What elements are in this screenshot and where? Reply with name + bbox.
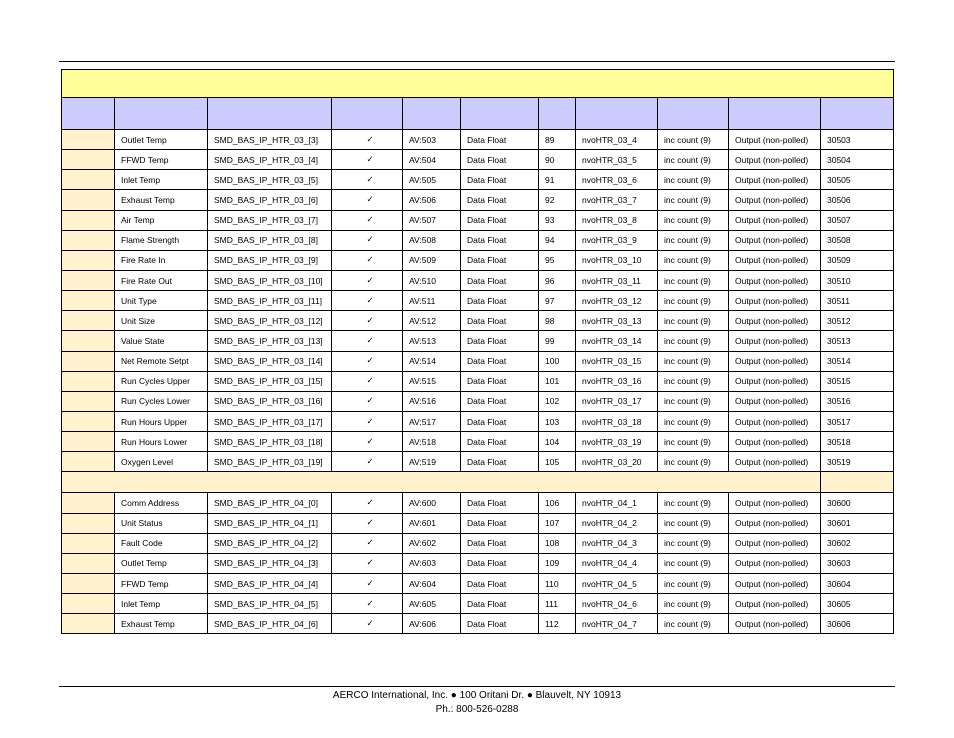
data-type-cell: Data Float — [461, 351, 539, 371]
row-marker-cell — [62, 311, 115, 331]
nvo-cell: nvoHTR_03_5 — [576, 150, 658, 170]
register-cell: 30516 — [821, 391, 894, 411]
point-name-cell: Outlet Temp — [115, 130, 208, 150]
check-cell: ✓ — [332, 452, 403, 472]
av-cell: AV:513 — [403, 331, 461, 351]
nvo-cell: nvoHTR_04_1 — [576, 493, 658, 513]
row-marker-cell — [62, 170, 115, 190]
row-marker-cell — [62, 493, 115, 513]
direction-cell: Output (non-polled) — [729, 594, 821, 614]
row-marker-cell — [62, 533, 115, 553]
bacnet-name-cell: SMD_BAS_IP_HTR_04_[2] — [208, 533, 332, 553]
register-cell: 30604 — [821, 573, 894, 593]
row-marker-cell — [62, 250, 115, 270]
row-marker-cell — [62, 210, 115, 230]
nvo-cell: nvoHTR_03_16 — [576, 371, 658, 391]
table-row — [62, 270, 894, 290]
check-cell: ✓ — [332, 533, 403, 553]
register-cell: 30513 — [821, 331, 894, 351]
footer-phone: Ph.: 800-526-0288 — [435, 704, 519, 715]
count-cell: inc count (9) — [658, 573, 729, 593]
data-type-cell: Data Float — [461, 170, 539, 190]
point-name-cell: FFWD Temp — [115, 573, 208, 593]
register-cell: 30519 — [821, 452, 894, 472]
direction-cell: Output (non-polled) — [729, 250, 821, 270]
nvo-cell: nvoHTR_04_6 — [576, 594, 658, 614]
av-cell: AV:506 — [403, 190, 461, 210]
check-cell: ✓ — [332, 371, 403, 391]
check-cell: ✓ — [332, 190, 403, 210]
data-type-cell: Data Float — [461, 493, 539, 513]
register-cell: 30602 — [821, 533, 894, 553]
count-cell: inc count (9) — [658, 270, 729, 290]
point-name-cell: Value State — [115, 331, 208, 351]
index-cell: 98 — [539, 311, 576, 331]
register-cell: 30510 — [821, 270, 894, 290]
row-marker-cell — [62, 573, 115, 593]
av-cell: AV:512 — [403, 311, 461, 331]
count-cell: inc count (9) — [658, 594, 729, 614]
point-name-cell: Exhaust Temp — [115, 190, 208, 210]
data-type-cell: Data Float — [461, 553, 539, 573]
index-cell: 106 — [539, 493, 576, 513]
nvo-cell: nvoHTR_04_2 — [576, 513, 658, 533]
count-cell: inc count (9) — [658, 614, 729, 634]
point-name-cell: Fire Rate In — [115, 250, 208, 270]
check-cell: ✓ — [332, 150, 403, 170]
point-name-cell: Inlet Temp — [115, 594, 208, 614]
row-marker-cell — [62, 411, 115, 431]
register-cell: 30503 — [821, 130, 894, 150]
register-cell: 30515 — [821, 371, 894, 391]
count-cell: inc count (9) — [658, 391, 729, 411]
av-cell: AV:504 — [403, 150, 461, 170]
nvo-cell: nvoHTR_03_12 — [576, 291, 658, 311]
point-name-cell: Unit Size — [115, 311, 208, 331]
av-cell: AV:603 — [403, 553, 461, 573]
table-row — [62, 311, 894, 331]
register-cell: 30603 — [821, 553, 894, 573]
point-name-cell: Flame Strength — [115, 230, 208, 250]
index-cell: 93 — [539, 210, 576, 230]
direction-cell: Output (non-polled) — [729, 432, 821, 452]
bacnet-name-cell: SMD_BAS_IP_HTR_04_[4] — [208, 573, 332, 593]
check-cell: ✓ — [332, 553, 403, 573]
index-cell: 91 — [539, 170, 576, 190]
check-cell: ✓ — [332, 130, 403, 150]
data-type-cell: Data Float — [461, 250, 539, 270]
data-type-cell: Data Float — [461, 210, 539, 230]
bacnet-name-cell: SMD_BAS_IP_HTR_04_[6] — [208, 614, 332, 634]
data-type-cell: Data Float — [461, 411, 539, 431]
table-header-row — [62, 98, 894, 130]
register-cell: 30512 — [821, 311, 894, 331]
direction-cell: Output (non-polled) — [729, 331, 821, 351]
data-type-cell: Data Float — [461, 432, 539, 452]
point-name-cell: Comm Address — [115, 493, 208, 513]
nvo-cell: nvoHTR_03_13 — [576, 311, 658, 331]
av-cell: AV:511 — [403, 291, 461, 311]
av-cell: AV:605 — [403, 594, 461, 614]
index-cell: 108 — [539, 533, 576, 553]
point-name-cell: Net Remote Setpt — [115, 351, 208, 371]
table-row — [62, 614, 894, 634]
direction-cell: Output (non-polled) — [729, 553, 821, 573]
register-cell: 30518 — [821, 432, 894, 452]
count-cell: inc count (9) — [658, 513, 729, 533]
index-cell: 110 — [539, 573, 576, 593]
index-cell: 103 — [539, 411, 576, 431]
check-cell: ✓ — [332, 614, 403, 634]
direction-cell: Output (non-polled) — [729, 351, 821, 371]
row-marker-cell — [62, 291, 115, 311]
index-cell: 100 — [539, 351, 576, 371]
index-cell: 111 — [539, 594, 576, 614]
av-cell: AV:601 — [403, 513, 461, 533]
register-cell: 30505 — [821, 170, 894, 190]
table-row — [62, 250, 894, 270]
table-row — [62, 553, 894, 573]
nvo-cell: nvoHTR_03_10 — [576, 250, 658, 270]
index-cell: 102 — [539, 391, 576, 411]
check-cell: ✓ — [332, 331, 403, 351]
table-row — [62, 150, 894, 170]
av-cell: AV:602 — [403, 533, 461, 553]
count-cell: inc count (9) — [658, 493, 729, 513]
direction-cell: Output (non-polled) — [729, 190, 821, 210]
index-cell: 101 — [539, 371, 576, 391]
direction-cell: Output (non-polled) — [729, 210, 821, 230]
nvo-cell: nvoHTR_03_20 — [576, 452, 658, 472]
row-marker-cell — [62, 331, 115, 351]
bacnet-name-cell: SMD_BAS_IP_HTR_04_[1] — [208, 513, 332, 533]
row-marker-cell — [62, 553, 115, 573]
nvo-cell: nvoHTR_03_7 — [576, 190, 658, 210]
count-cell: inc count (9) — [658, 130, 729, 150]
av-cell: AV:507 — [403, 210, 461, 230]
bottom-rule — [59, 686, 895, 687]
row-marker-cell — [62, 391, 115, 411]
bacnet-name-cell: SMD_BAS_IP_HTR_03_[4] — [208, 150, 332, 170]
count-cell: inc count (9) — [658, 150, 729, 170]
data-type-cell: Data Float — [461, 311, 539, 331]
table-title-bar — [62, 70, 894, 98]
table-row — [62, 573, 894, 593]
index-cell: 95 — [539, 250, 576, 270]
row-marker-cell — [62, 371, 115, 391]
av-cell: AV:604 — [403, 573, 461, 593]
index-cell: 99 — [539, 331, 576, 351]
register-cell: 30511 — [821, 291, 894, 311]
table-row — [62, 513, 894, 533]
av-cell: AV:606 — [403, 614, 461, 634]
index-cell: 94 — [539, 230, 576, 250]
av-cell: AV:510 — [403, 270, 461, 290]
register-cell: 30517 — [821, 411, 894, 431]
table-row — [62, 130, 894, 150]
data-type-cell: Data Float — [461, 331, 539, 351]
nvo-cell: nvoHTR_03_11 — [576, 270, 658, 290]
check-cell: ✓ — [332, 411, 403, 431]
bacnet-name-cell: SMD_BAS_IP_HTR_03_[17] — [208, 411, 332, 431]
bacnet-name-cell: SMD_BAS_IP_HTR_03_[11] — [208, 291, 332, 311]
point-name-cell: Run Cycles Lower — [115, 391, 208, 411]
row-marker-cell — [62, 452, 115, 472]
table-row — [62, 411, 894, 431]
direction-cell: Output (non-polled) — [729, 230, 821, 250]
check-cell: ✓ — [332, 351, 403, 371]
direction-cell: Output (non-polled) — [729, 391, 821, 411]
nvo-cell: nvoHTR_03_15 — [576, 351, 658, 371]
av-cell: AV:505 — [403, 170, 461, 190]
count-cell: inc count (9) — [658, 533, 729, 553]
index-cell: 89 — [539, 130, 576, 150]
register-cell: 30508 — [821, 230, 894, 250]
check-cell: ✓ — [332, 210, 403, 230]
point-name-cell: Run Hours Lower — [115, 432, 208, 452]
index-cell: 97 — [539, 291, 576, 311]
row-marker-cell — [62, 150, 115, 170]
direction-cell: Output (non-polled) — [729, 170, 821, 190]
table-row — [62, 210, 894, 230]
av-cell: AV:503 — [403, 130, 461, 150]
data-type-cell: Data Float — [461, 513, 539, 533]
direction-cell: Output (non-polled) — [729, 371, 821, 391]
table-row — [62, 230, 894, 250]
data-type-cell: Data Float — [461, 150, 539, 170]
count-cell: inc count (9) — [658, 311, 729, 331]
table-row — [62, 291, 894, 311]
bacnet-name-cell: SMD_BAS_IP_HTR_03_[5] — [208, 170, 332, 190]
row-marker-cell — [62, 130, 115, 150]
index-cell: 96 — [539, 270, 576, 290]
point-name-cell: Exhaust Temp — [115, 614, 208, 634]
data-type-cell: Data Float — [461, 190, 539, 210]
point-name-cell: Fault Code — [115, 533, 208, 553]
section-divider-row — [62, 472, 894, 493]
index-cell: 92 — [539, 190, 576, 210]
count-cell: inc count (9) — [658, 291, 729, 311]
point-name-cell: Run Hours Upper — [115, 411, 208, 431]
data-type-cell: Data Float — [461, 533, 539, 553]
bacnet-name-cell: SMD_BAS_IP_HTR_03_[14] — [208, 351, 332, 371]
point-name-cell: Unit Type — [115, 291, 208, 311]
table-row — [62, 594, 894, 614]
count-cell: inc count (9) — [658, 411, 729, 431]
av-cell: AV:516 — [403, 391, 461, 411]
data-type-cell: Data Float — [461, 391, 539, 411]
data-type-cell: Data Float — [461, 270, 539, 290]
bacnet-name-cell: SMD_BAS_IP_HTR_03_[3] — [208, 130, 332, 150]
direction-cell: Output (non-polled) — [729, 452, 821, 472]
table-row — [62, 452, 894, 472]
count-cell: inc count (9) — [658, 553, 729, 573]
footer-address: AERCO International, Inc. ● 100 Oritani Dr. ● Blauvelt, NY 10913 — [332, 690, 622, 701]
count-cell: inc count (9) — [658, 432, 729, 452]
count-cell: inc count (9) — [658, 190, 729, 210]
check-cell: ✓ — [332, 594, 403, 614]
register-cell: 30605 — [821, 594, 894, 614]
register-cell: 30506 — [821, 190, 894, 210]
row-marker-cell — [62, 270, 115, 290]
table-row — [62, 351, 894, 371]
direction-cell: Output (non-polled) — [729, 291, 821, 311]
av-cell: AV:508 — [403, 230, 461, 250]
count-cell: inc count (9) — [658, 170, 729, 190]
av-cell: AV:515 — [403, 371, 461, 391]
section-label-cell — [62, 472, 821, 493]
register-cell: 30606 — [821, 614, 894, 634]
check-cell: ✓ — [332, 311, 403, 331]
nvo-cell: nvoHTR_04_3 — [576, 533, 658, 553]
nvo-cell: nvoHTR_03_8 — [576, 210, 658, 230]
check-cell: ✓ — [332, 170, 403, 190]
register-cell: 30601 — [821, 513, 894, 533]
index-cell: 109 — [539, 553, 576, 573]
top-rule — [59, 61, 895, 62]
table-row — [62, 331, 894, 351]
direction-cell: Output (non-polled) — [729, 493, 821, 513]
nvo-cell: nvoHTR_04_5 — [576, 573, 658, 593]
row-marker-cell — [62, 351, 115, 371]
index-cell: 105 — [539, 452, 576, 472]
bacnet-name-cell: SMD_BAS_IP_HTR_03_[18] — [208, 432, 332, 452]
table-row — [62, 190, 894, 210]
count-cell: inc count (9) — [658, 210, 729, 230]
direction-cell: Output (non-polled) — [729, 614, 821, 634]
data-type-cell: Data Float — [461, 371, 539, 391]
bacnet-name-cell: SMD_BAS_IP_HTR_03_[8] — [208, 230, 332, 250]
av-cell: AV:517 — [403, 411, 461, 431]
av-cell: AV:519 — [403, 452, 461, 472]
bacnet-name-cell: SMD_BAS_IP_HTR_03_[10] — [208, 270, 332, 290]
nvo-cell: nvoHTR_04_7 — [576, 614, 658, 634]
row-marker-cell — [62, 594, 115, 614]
bacnet-name-cell: SMD_BAS_IP_HTR_04_[5] — [208, 594, 332, 614]
direction-cell: Output (non-polled) — [729, 411, 821, 431]
row-marker-cell — [62, 614, 115, 634]
nvo-cell: nvoHTR_03_14 — [576, 331, 658, 351]
nvo-cell: nvoHTR_03_18 — [576, 411, 658, 431]
row-marker-cell — [62, 432, 115, 452]
bacnet-name-cell: SMD_BAS_IP_HTR_03_[6] — [208, 190, 332, 210]
point-name-cell: Fire Rate Out — [115, 270, 208, 290]
register-cell: 30600 — [821, 493, 894, 513]
index-cell: 90 — [539, 150, 576, 170]
check-cell: ✓ — [332, 573, 403, 593]
direction-cell: Output (non-polled) — [729, 150, 821, 170]
direction-cell: Output (non-polled) — [729, 270, 821, 290]
nvo-cell: nvoHTR_04_4 — [576, 553, 658, 573]
data-type-cell: Data Float — [461, 614, 539, 634]
count-cell: inc count (9) — [658, 250, 729, 270]
row-marker-cell — [62, 230, 115, 250]
check-cell: ✓ — [332, 250, 403, 270]
check-cell: ✓ — [332, 391, 403, 411]
data-type-cell: Data Float — [461, 452, 539, 472]
bacnet-name-cell: SMD_BAS_IP_HTR_03_[9] — [208, 250, 332, 270]
data-type-cell: Data Float — [461, 594, 539, 614]
direction-cell: Output (non-polled) — [729, 533, 821, 553]
section-end-cell — [821, 472, 894, 493]
count-cell: inc count (9) — [658, 452, 729, 472]
index-cell: 104 — [539, 432, 576, 452]
bacnet-name-cell: SMD_BAS_IP_HTR_03_[16] — [208, 391, 332, 411]
point-name-cell: FFWD Temp — [115, 150, 208, 170]
nvo-cell: nvoHTR_03_4 — [576, 130, 658, 150]
av-cell: AV:518 — [403, 432, 461, 452]
table-row — [62, 432, 894, 452]
direction-cell: Output (non-polled) — [729, 573, 821, 593]
point-name-cell: Air Temp — [115, 210, 208, 230]
register-cell: 30509 — [821, 250, 894, 270]
bacnet-name-cell: SMD_BAS_IP_HTR_03_[12] — [208, 311, 332, 331]
direction-cell: Output (non-polled) — [729, 311, 821, 331]
count-cell: inc count (9) — [658, 331, 729, 351]
table-row — [62, 533, 894, 553]
register-cell: 30514 — [821, 351, 894, 371]
direction-cell: Output (non-polled) — [729, 130, 821, 150]
direction-cell: Output (non-polled) — [729, 513, 821, 533]
nvo-cell: nvoHTR_03_19 — [576, 432, 658, 452]
nvo-cell: nvoHTR_03_6 — [576, 170, 658, 190]
av-cell: AV:514 — [403, 351, 461, 371]
row-marker-cell — [62, 190, 115, 210]
bacnet-name-cell: SMD_BAS_IP_HTR_03_[13] — [208, 331, 332, 351]
bacnet-name-cell: SMD_BAS_IP_HTR_03_[15] — [208, 371, 332, 391]
av-cell: AV:509 — [403, 250, 461, 270]
check-cell: ✓ — [332, 493, 403, 513]
table-row — [62, 371, 894, 391]
bacnet-name-cell: SMD_BAS_IP_HTR_03_[19] — [208, 452, 332, 472]
point-name-cell: Inlet Temp — [115, 170, 208, 190]
table-row — [62, 493, 894, 513]
point-name-cell: Oxygen Level — [115, 452, 208, 472]
data-type-cell: Data Float — [461, 291, 539, 311]
page-footer — [0, 689, 954, 717]
bacnet-name-cell: SMD_BAS_IP_HTR_04_[0] — [208, 493, 332, 513]
nvo-cell: nvoHTR_03_17 — [576, 391, 658, 411]
register-cell: 30504 — [821, 150, 894, 170]
point-name-cell: Run Cycles Upper — [115, 371, 208, 391]
index-cell: 112 — [539, 614, 576, 634]
register-cell: 30507 — [821, 210, 894, 230]
nvo-cell: nvoHTR_03_9 — [576, 230, 658, 250]
point-name-cell: Outlet Temp — [115, 553, 208, 573]
index-cell: 107 — [539, 513, 576, 533]
points-table — [61, 69, 894, 634]
count-cell: inc count (9) — [658, 371, 729, 391]
check-cell: ✓ — [332, 270, 403, 290]
row-marker-cell — [62, 513, 115, 533]
count-cell: inc count (9) — [658, 230, 729, 250]
data-type-cell: Data Float — [461, 230, 539, 250]
bacnet-name-cell: SMD_BAS_IP_HTR_03_[7] — [208, 210, 332, 230]
av-cell: AV:600 — [403, 493, 461, 513]
table-row — [62, 170, 894, 190]
table-row — [62, 391, 894, 411]
check-cell: ✓ — [332, 432, 403, 452]
data-type-cell: Data Float — [461, 573, 539, 593]
count-cell: inc count (9) — [658, 351, 729, 371]
bacnet-name-cell: SMD_BAS_IP_HTR_04_[3] — [208, 553, 332, 573]
point-name-cell: Unit Status — [115, 513, 208, 533]
check-cell: ✓ — [332, 230, 403, 250]
check-cell: ✓ — [332, 291, 403, 311]
data-type-cell: Data Float — [461, 130, 539, 150]
check-cell: ✓ — [332, 513, 403, 533]
